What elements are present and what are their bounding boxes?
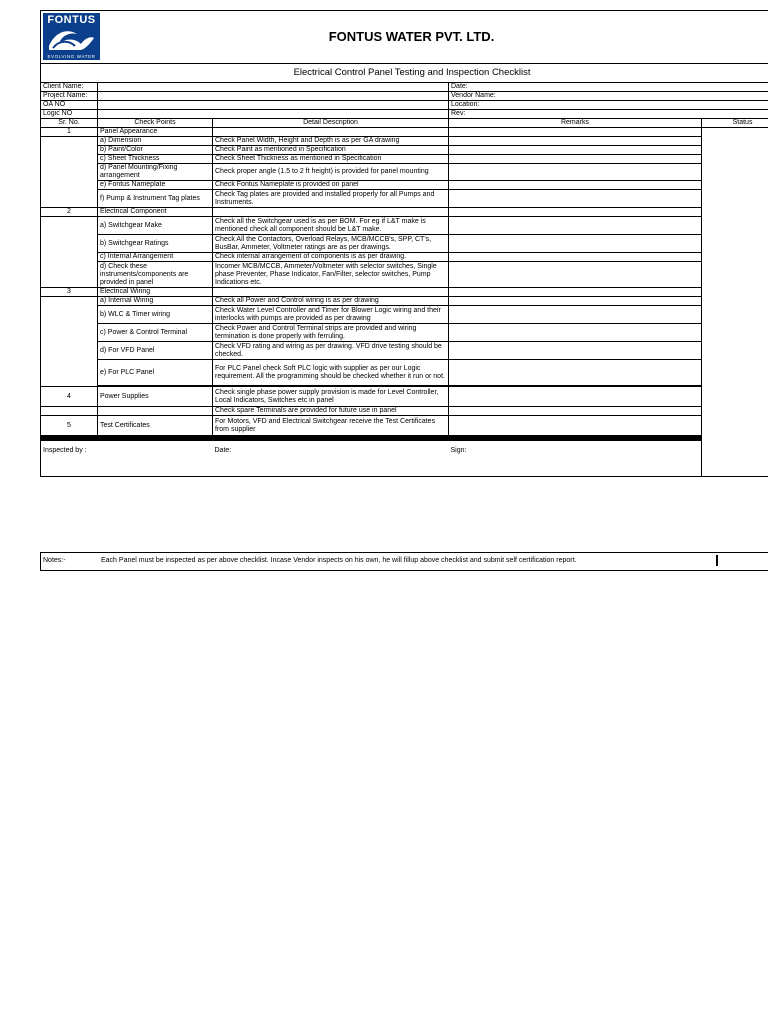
check-point: d) Check these instruments/components are provided in panel [98, 262, 213, 288]
detail-description: Check Power and Control Terminal strips are provided and wiring termination is done properly with ferruling. [213, 324, 449, 342]
remarks-cell[interactable] [449, 217, 702, 235]
remarks-cell[interactable] [449, 155, 702, 164]
remarks-cell[interactable] [449, 235, 702, 253]
check-point: c) Sheet Thickness [98, 155, 213, 164]
check-point: b) Paint/Color [98, 146, 213, 155]
check-point [98, 407, 213, 416]
detail-description: Check Paint as mentioned in Specification [213, 146, 449, 155]
company-name: FONTUS WATER PVT. LTD. [328, 29, 495, 44]
vendor-name-label: Vendor Name: [449, 92, 768, 101]
detail-description: Check Panel Width, Height and Depth is as per GA drawing [213, 137, 449, 146]
oa-no-value[interactable] [98, 101, 449, 110]
notes-label: Notes:- [43, 557, 66, 564]
detail-description: Check all Power and Control wiring is as per drawing [213, 297, 449, 306]
check-point: e) For PLC Panel [98, 360, 213, 386]
section-number: 3 [41, 288, 98, 297]
location-label: Location: [449, 101, 768, 110]
remarks-cell[interactable] [449, 181, 702, 190]
remarks-cell[interactable] [449, 416, 702, 436]
section-title: Panel Appearance [98, 128, 213, 137]
detail-description: Check Fontus Nameplate is provided on panel [213, 181, 449, 190]
logic-no-value[interactable] [98, 110, 449, 119]
check-point: d) For VFD Panel [98, 342, 213, 360]
notes-box [40, 552, 768, 571]
check-point: e) Fontus Nameplate [98, 181, 213, 190]
detail-description: Check VFD rating and wiring as per drawing. VFD drive testing should be checked. [213, 342, 449, 360]
oa-no-label: OA NO [41, 101, 98, 110]
column-header-detail: Detail Description [213, 119, 449, 128]
remarks-cell[interactable] [449, 262, 702, 288]
remarks-cell[interactable] [449, 407, 702, 416]
column-header-check-points: Check Points [98, 119, 213, 128]
remarks-cell[interactable] [449, 253, 702, 262]
sign-label: Sign: [449, 441, 768, 477]
logo-tagline: EVOLVING WATER [47, 54, 96, 59]
check-point: a) Dimension [98, 137, 213, 146]
client-name-label: Client Name: [41, 83, 98, 92]
project-name-value[interactable] [98, 92, 449, 101]
column-header-status: Status [702, 119, 768, 128]
remarks-cell[interactable] [449, 190, 702, 208]
remarks-cell[interactable] [449, 297, 702, 306]
section-number [41, 407, 98, 416]
remarks-cell[interactable] [449, 387, 702, 407]
document-title: Electrical Control Panel Testing and Inspection Checklist [41, 64, 768, 83]
check-point: Test Certificates [98, 416, 213, 436]
detail-description: For PLC Panel check Soft PLC logic with supplier as per our Logic requirement. All the programming should be checked whether it run or not. [213, 360, 449, 386]
checklist-table [40, 63, 768, 477]
check-point: Power Supplies [98, 387, 213, 407]
inspected-by-label: Inspected by : [41, 441, 213, 477]
check-point: f) Pump & Instrument Tag plates [98, 190, 213, 208]
detail-description: For Motors, VFD and Electrical Switchgear receive the Test Certificates from supplier [213, 416, 449, 436]
check-point: d) Panel Mounting/Fixing arrangement [98, 164, 213, 181]
section-number: 1 [41, 128, 98, 137]
status-column[interactable] [702, 128, 768, 477]
client-name-value[interactable] [98, 83, 449, 92]
detail-description: Check proper angle (1.5 to 2 ft height) is provided for panel mounting [213, 164, 449, 181]
date-label: Date: [449, 83, 768, 92]
detail-description: Check spare Terminals are provided for future use in panel [213, 407, 449, 416]
check-point: b) WLC & Timer wiring [98, 306, 213, 324]
detail-description: Check all the Switchgear used is as per BOM. For eg if L&T make is mentioned check all component should be L&T make. [213, 217, 449, 235]
detail-description: Check Tag plates are provided and installed properly for all Pumps and Instruments. [213, 190, 449, 208]
check-point: b) Switchgear Ratings [98, 235, 213, 253]
check-point: a) Internal Wiring [98, 297, 213, 306]
remarks-cell[interactable] [449, 137, 702, 146]
detail-description: Check Water Level Controller and Timer for Blower Logic wiring and their interlocks with pumps are provided as per drawing [213, 306, 449, 324]
detail-description: Incomer MCB/MCCB, Ammeter/Voltmeter with selector switches, Single phase Preventer, Phase Indicator, Fan/Filter, selector switches, Pump Indications etc. [213, 262, 449, 288]
logo-brand: FONTUS [47, 14, 96, 26]
document-header [40, 10, 768, 63]
detail-description: Check All the Contactors, Overload Relays, MCB/MCCB's, SPP, CT's, BusBar, Ammeter, Voltmeter ratings are as per drawings. [213, 235, 449, 253]
checklist-sheet [40, 10, 768, 477]
remarks-cell[interactable] [449, 164, 702, 181]
remarks-cell[interactable] [449, 342, 702, 360]
section-title: Electrical Wiring [98, 288, 213, 297]
check-point: c) Internal Arrangement [98, 253, 213, 262]
logic-no-label: Logic NO [41, 110, 98, 119]
remarks-cell[interactable] [449, 146, 702, 155]
remarks-cell[interactable] [449, 324, 702, 342]
section-number: 2 [41, 208, 98, 217]
section-title: Electrical Component [98, 208, 213, 217]
rev-label: Rev: [449, 110, 768, 119]
remarks-cell[interactable] [449, 360, 702, 386]
detail-description: Check internal arrangement of components is as per drawing. [213, 253, 449, 262]
section-number: 5 [41, 416, 98, 436]
detail-description: Check Sheet Thickness as mentioned in Specification [213, 155, 449, 164]
footer-date-label: Date: [213, 441, 449, 477]
check-point: c) Power & Control Terminal [98, 324, 213, 342]
detail-description: Check single phase power supply provision is made for Level Controller, Local Indicators, Switches etc in panel [213, 387, 449, 407]
check-point: a) Switchgear Make [98, 217, 213, 235]
remarks-cell[interactable] [449, 306, 702, 324]
text-cursor-icon [716, 555, 718, 566]
column-header-sr-no: Sr. No. [41, 119, 98, 128]
section-number: 4 [41, 387, 98, 407]
notes-text: Each Panel must be inspected as per above checklist. Incase Vendor inspects on his own, he will fillup above checklist and submit self certification report. [101, 557, 577, 564]
project-name-label: Project Name: [41, 92, 98, 101]
column-header-remarks: Remarks [449, 119, 702, 128]
